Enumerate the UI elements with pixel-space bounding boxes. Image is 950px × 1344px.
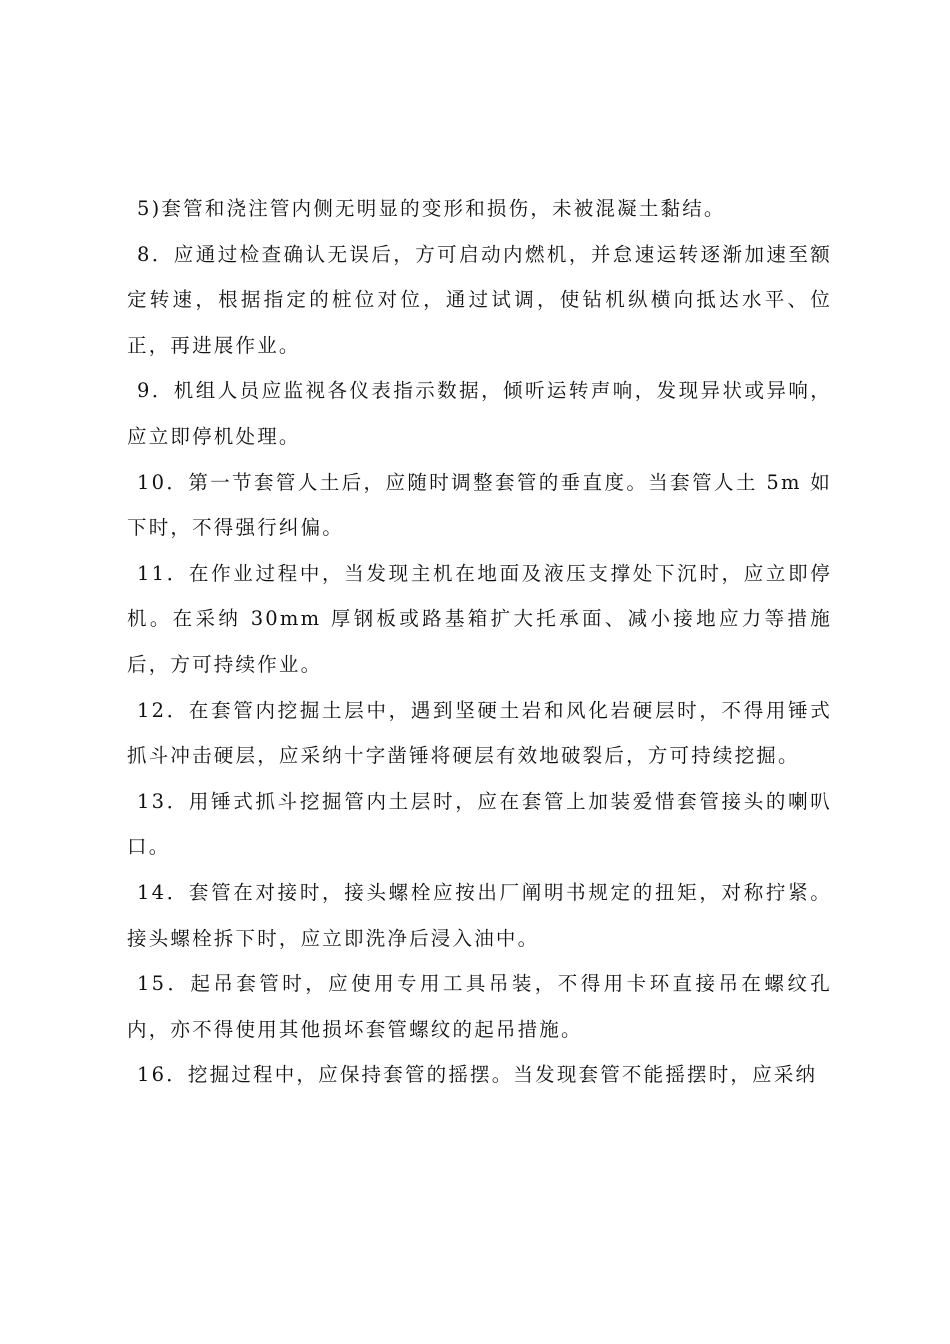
paragraph-item-5: 5)套管和浇注管内侧无明显的变形和损伤，未被混凝土黏结。 — [137, 197, 726, 220]
document-body — [127, 186, 832, 1098]
paragraph-rule-10: 10．第一节套管人土后，应随时调整套管的垂直度。当套管人土 5m 如下时，不得强行纠偏。 — [127, 470, 832, 540]
paragraph-rule-15: 15．起吊套管时，应使用专用工具吊装，不得用卡环直接吊在螺纹孔内，亦不得使用其他损坏套管螺纹的起吊措施。 — [127, 972, 832, 1041]
paragraph-rule-16: 16．挖掘过程中，应保持套管的摇摆。当发现套管不能摇摆时，应采纳 — [137, 1063, 818, 1087]
paragraph-rule-13: 13．用锤式抓斗挖掘管内土层时，应在套管上加装爱惜套管接头的喇叭口。 — [127, 789, 832, 859]
paragraph-rule-11: 11．在作业过程中，当发现主机在地面及液压支撑处下沉时，应立即停机。在采纳 30mm 厚钢板或路基箱扩大托承面、减小接地应力等措施后，方可持续作业。 — [127, 561, 832, 676]
paragraph-rule-8: 8．应通过检查确认无误后，方可启动内燃机，并怠速运转逐渐加速至额定转速，根据指定的桩位对位，通过试调，使钻机纵横向抵达水平、位正，再进展作业。 — [127, 242, 832, 357]
paragraph-rule-14: 14．套管在对接时，接头螺栓应按出厂阐明书规定的扭矩，对称拧紧。接头螺栓拆下时，应立即洗净后浸入油中。 — [127, 880, 832, 950]
paragraph-rule-12: 12．在套管内挖掘土层中，遇到坚硬土岩和风化岩硬层时，不得用锤式抓斗冲击硬层，应采纳十字凿锤将硬层有效地破裂后，方可持续挖掘。 — [127, 698, 832, 768]
paragraph-rule-9: 9．机组人员应监视各仪表指示数据，倾听运转声响，发现异状或异响，应立即停机处理。 — [127, 379, 832, 448]
